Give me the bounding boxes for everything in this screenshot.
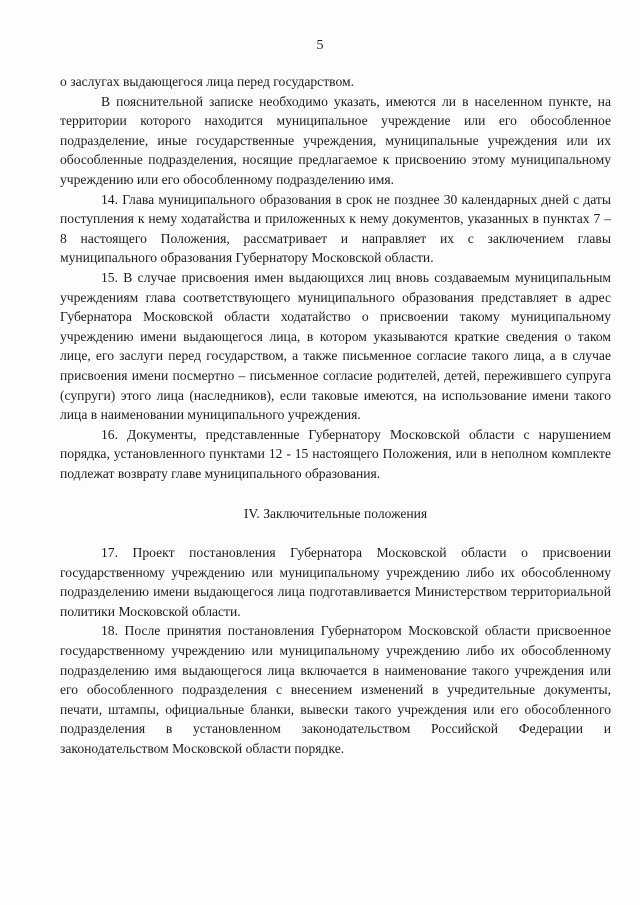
section-heading: IV. Заключительные положения xyxy=(243,506,428,522)
paragraph-continuation: о заслугах выдающегося лица перед государством. xyxy=(60,74,355,89)
paragraph-clause-17: 17. Проект постановления Губернатора Московской области о присвоении государственному учреждению или муниципальному учреждению либо их обособленному подразделению имени выдающегося лица подготавливается Министерством территориальной политики Московской области. xyxy=(60,545,611,619)
paragraph-clause-14: 14. Глава муниципального образования в срок не позднее 30 календарных дней с даты поступления к нему ходатайства и приложенных к нему документов, указанных в пунктах 7 – 8 настоящего Положения, рассматривает и направляет их с заключением главы муниципального образования Губернатору Московской области. xyxy=(60,191,611,266)
paragraph-clause-15: 15. В случае присвоения имен выдающихся лиц вновь создаваемым муниципальным учреждениям глава соответствующего муниципального образования представляет в адрес Губернатора Московской области ходатайство о присвоении такому муниципальному учреждению имени выдающегося лица, в котором указываются краткие сведения о таком лице, его заслуги перед государством, а также письменное согласие такого лица, а в случае присвоения имени посмертно – письменное согласие родителей, детей, пережившего супруга (супруги) этого лица (наследников), если таковые имеются, на использование имени такого лица в наименовании муниципального учреждения. xyxy=(60,269,611,423)
paragraph-clause-16: 16. Документы, представленные Губернатору Московской области с нарушением порядка, установленного пунктами 12 - 15 настоящего Положения, или в неполном комплекте подлежат возврату главе муниципального образования. xyxy=(60,426,611,481)
paragraph-clause-18: 18. После принятия постановления Губернатором Московской области присвоенное государственному учреждению или муниципальному учреждению либо их обособленному подразделению имя выдающегося лица включается в наименование такого учреждения или его обособленного подразделения с внесением изменений в учредительные документы, печати, штампы, официальные бланки, вывески такого учреждения или его обособленного подразделения в установленном законодательством Российской Федерации и законодательством Московской области порядке. xyxy=(60,623,611,756)
paragraph-explanatory-note: В пояснительной записке необходимо указать, имеются ли в населенном пункте, на территории которого находится муниципальное учреждение или его обособленное подразделение, иные государственные учреждения, муниципальные учреждения или их обособленные подразделения, носящие предлагаемое к присвоению этому муниципальному учреждению или его обособленному подразделению имя. xyxy=(60,93,611,187)
document-body xyxy=(60,72,611,759)
page-number: 5 xyxy=(316,38,324,53)
